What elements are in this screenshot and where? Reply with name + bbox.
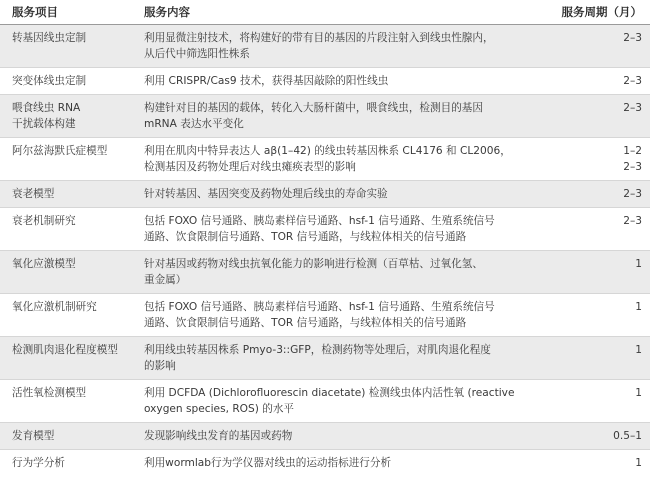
cell-service — [0, 68, 136, 95]
cell-period — [542, 95, 650, 138]
cell-period — [542, 380, 650, 423]
cell-service-line: 阿尔兹海默氏症模型 — [12, 145, 108, 157]
cell-content-line: 通路、饮食限制信号通路、TOR 信号通路，与线粒体相关的信号通路 — [144, 317, 467, 329]
cell-content-line: 利用wormlab行为学仪器对线虫的运动指标进行分析 — [144, 457, 392, 469]
table-row — [0, 25, 650, 68]
table-row — [0, 294, 650, 337]
cell-service-line: 行为学分析 — [12, 457, 65, 469]
cell-content — [136, 208, 542, 251]
cell-content-line: 包括 FOXO 信号通路、胰岛素样信号通路、hsf-1 信号通路、生殖系统信号 — [144, 301, 495, 313]
cell-service-line: 活性氧检测模型 — [12, 387, 87, 399]
table-row — [0, 95, 650, 138]
cell-content — [136, 337, 542, 380]
cell-content-line: 针对转基因、基因突变及药物处理后线虫的寿命实验 — [144, 188, 388, 200]
cell-content-line: 利用 CRISPR/Cas9 技术，获得基因敲除的阳性线虫 — [144, 75, 389, 87]
header-content: 服务内容 — [136, 0, 542, 25]
cell-service-line: 检测肌肉退化程度模型 — [12, 344, 118, 356]
cell-period-line: 1 — [635, 344, 642, 356]
cell-service — [0, 337, 136, 380]
cell-period — [542, 208, 650, 251]
cell-service-line: 氧化应激模型 — [12, 258, 76, 270]
table-row — [0, 380, 650, 423]
cell-content-line: 针对基因或药物对线虫抗氧化能力的影响进行检测（百草枯、过氧化氢、 — [144, 258, 483, 270]
cell-period — [542, 294, 650, 337]
cell-content-line: 的影响 — [144, 360, 176, 372]
table-row — [0, 251, 650, 294]
cell-period — [542, 423, 650, 450]
cell-service-line: 氧化应激机制研究 — [12, 301, 97, 313]
cell-content — [136, 423, 542, 450]
table-row — [0, 181, 650, 208]
cell-content — [136, 68, 542, 95]
cell-period — [542, 337, 650, 380]
cell-content-line: 重金属） — [144, 274, 187, 286]
cell-period-line: 2–3 — [623, 32, 642, 44]
cell-service-line: 转基因线虫定制 — [12, 32, 87, 44]
cell-content-line: 检测基因及药物处理后对线虫瘫痪表型的影响 — [144, 161, 356, 173]
cell-period-line: 2–3 — [623, 102, 642, 114]
cell-period-line: 1–2 — [623, 145, 642, 157]
cell-service — [0, 95, 136, 138]
cell-period-line: 1 — [635, 258, 642, 270]
cell-service-line: 干扰载体构建 — [12, 118, 76, 130]
cell-content-line: 利用在肌肉中特异表达人 aβ(1–42) 的线虫转基因株系 CL4176 和 CL2006， — [144, 145, 511, 157]
cell-service — [0, 208, 136, 251]
cell-content — [136, 25, 542, 68]
table-row — [0, 208, 650, 251]
cell-content — [136, 450, 542, 477]
cell-content-line: 利用 DCFDA (Dichlorofluorescin diacetate) 检测线虫体内活性氧 (reactive — [144, 387, 515, 399]
cell-period — [542, 181, 650, 208]
cell-content — [136, 181, 542, 208]
cell-service-line: 衰老机制研究 — [12, 215, 76, 227]
cell-content-line: 发现影响线虫发育的基因或药物 — [144, 430, 293, 442]
cell-service — [0, 251, 136, 294]
cell-content-line: oxygen species, ROS) 的水平 — [144, 403, 295, 415]
cell-service-line: 突变体线虫定制 — [12, 75, 87, 87]
cell-period-line: 0.5–1 — [613, 430, 642, 442]
cell-content-line: 包括 FOXO 信号通路、胰岛素样信号通路、hsf-1 信号通路、生殖系统信号 — [144, 215, 495, 227]
cell-service-line: 喂食线虫 RNA — [12, 102, 81, 114]
cell-service-line: 发育模型 — [12, 430, 55, 442]
cell-period — [542, 68, 650, 95]
cell-service-line: 衰老模型 — [12, 188, 55, 200]
cell-content-line: 利用显微注射技术，将构建好的带有目的基因的片段注射入到线虫性腺内， — [144, 32, 494, 44]
table-row — [0, 138, 650, 181]
cell-content-line: 利用线虫转基因株系 Pmyo-3::GFP，检测药物等处理后，对肌肉退化程度 — [144, 344, 491, 356]
table-row — [0, 68, 650, 95]
cell-period-line: 2–3 — [623, 215, 642, 227]
cell-period — [542, 450, 650, 477]
cell-service — [0, 450, 136, 477]
cell-content-line: 通路、饮食限制信号通路、TOR 信号通路，与线粒体相关的信号通路 — [144, 231, 467, 243]
cell-service — [0, 423, 136, 450]
cell-content — [136, 380, 542, 423]
cell-service — [0, 380, 136, 423]
header-period: 服务周期（月） — [542, 0, 650, 25]
cell-period-line: 1 — [635, 301, 642, 313]
table-row — [0, 450, 650, 477]
cell-period — [542, 25, 650, 68]
cell-period-line: 2–3 — [623, 188, 642, 200]
cell-content — [136, 95, 542, 138]
cell-content — [136, 294, 542, 337]
cell-period-line: 2–3 — [623, 75, 642, 87]
cell-content — [136, 251, 542, 294]
cell-content-line: mRNA 表达水平变化 — [144, 118, 244, 130]
table-row — [0, 337, 650, 380]
cell-period-line: 1 — [635, 387, 642, 399]
header-service: 服务项目 — [0, 0, 136, 25]
cell-service — [0, 294, 136, 337]
cell-content-line: 构建针对目的基因的载体，转化入大肠杆菌中，喂食线虫，检测目的基因 — [144, 102, 483, 114]
cell-period-line: 2–3 — [623, 161, 642, 173]
table-header-row — [0, 0, 650, 25]
cell-service — [0, 138, 136, 181]
table-row — [0, 423, 650, 450]
cell-period — [542, 138, 650, 181]
cell-content — [136, 138, 542, 181]
cell-service — [0, 25, 136, 68]
table-body — [0, 25, 650, 477]
cell-period — [542, 251, 650, 294]
cell-service — [0, 181, 136, 208]
cell-period-line: 1 — [635, 457, 642, 469]
cell-content-line: 从后代中筛选阳性株系 — [144, 48, 250, 60]
